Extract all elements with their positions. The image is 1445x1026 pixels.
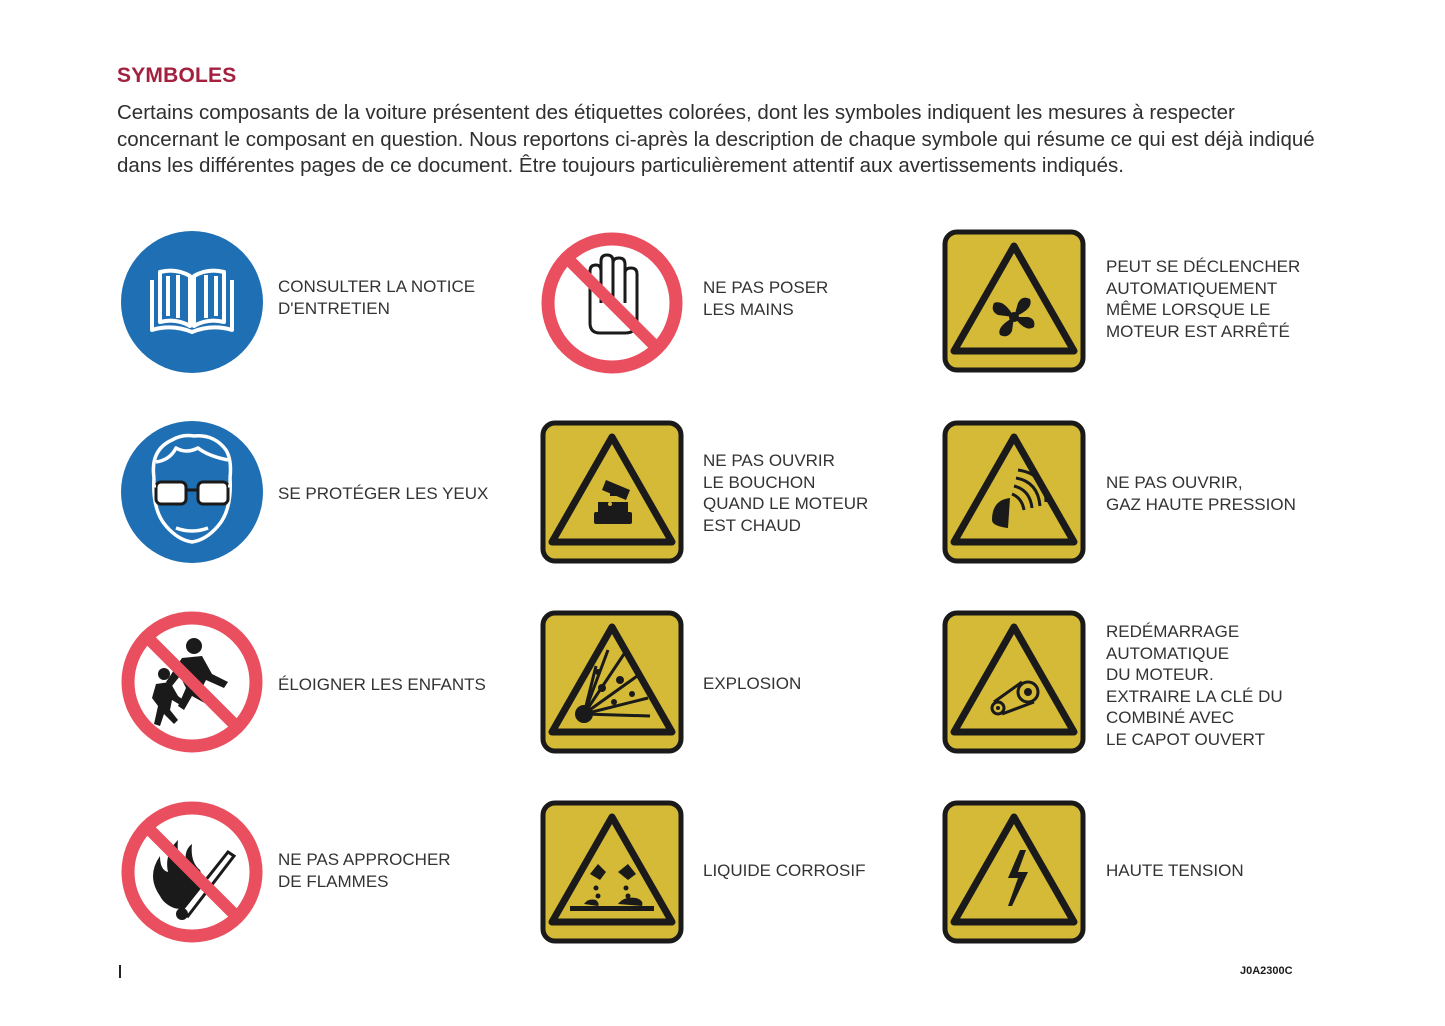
label-eloigner-enfants: ÉLOIGNER LES ENFANTS xyxy=(278,675,486,694)
label-declenchement-auto: PEUT SE DÉCLENCHER AUTOMATIQUEMENT MÊME LORSQUE LE MOTEUR EST ARRÊTÉ xyxy=(1106,257,1301,341)
label-liquide-corrosif: LIQUIDE CORROSIF xyxy=(703,861,866,880)
label-consulter-notice: CONSULTER LA NOTICE D'ENTRETIEN xyxy=(278,277,476,318)
label-redemarrage-auto: REDÉMARRAGE AUTOMATIQUE DU MOTEUR. EXTRAIRE LA CLÉ DU COMBINÉ AVEC LE CAPOT OUVERT xyxy=(1106,622,1283,749)
document-code: J0A2300C xyxy=(1240,965,1293,977)
book-manual-icon xyxy=(120,230,264,374)
label-gaz-haute-pression: NE PAS OUVRIR, GAZ HAUTE PRESSION xyxy=(1106,473,1296,514)
corrosive-warning-icon xyxy=(540,800,684,944)
no-hands-icon xyxy=(540,231,684,375)
label-ne-pas-poser-mains: NE PAS POSER LES MAINS xyxy=(703,278,829,319)
label-pas-de-flammes: NE PAS APPROCHER DE FLAMMES xyxy=(278,850,451,891)
page-marker xyxy=(119,965,121,978)
label-haute-tension: HAUTE TENSION xyxy=(1106,861,1244,880)
intro-paragraph: Certains composants de la voiture présentent des étiquettes colorées, dont les symboles indiquent les mesures à respecter concernant le composant en question. Nous reportons ci-après la description de chaque symbole qui résume ce qui est déjà indiqué dans les différentes pages de ce document. Être toujours particulièrement attentif aux avertissements indiqués. xyxy=(117,101,1315,177)
pressure-warning-icon xyxy=(942,420,1086,564)
page-title: SYMBOLES xyxy=(117,64,237,87)
fan-warning-icon xyxy=(942,229,1086,373)
label-bouchon-chaud: NE PAS OUVRIR LE BOUCHON QUAND LE MOTEUR EST CHAUD xyxy=(703,451,869,535)
explosion-warning-icon xyxy=(540,610,684,754)
hot-cap-warning-icon xyxy=(540,420,684,564)
label-proteger-yeux: SE PROTÉGER LES YEUX xyxy=(278,484,489,503)
high-voltage-warning-icon xyxy=(942,800,1086,944)
no-flames-icon xyxy=(120,800,264,944)
no-children-icon xyxy=(120,610,264,754)
label-explosion: EXPLOSION xyxy=(703,674,802,693)
eye-protection-icon xyxy=(120,420,264,564)
belt-restart-warning-icon xyxy=(942,610,1086,754)
